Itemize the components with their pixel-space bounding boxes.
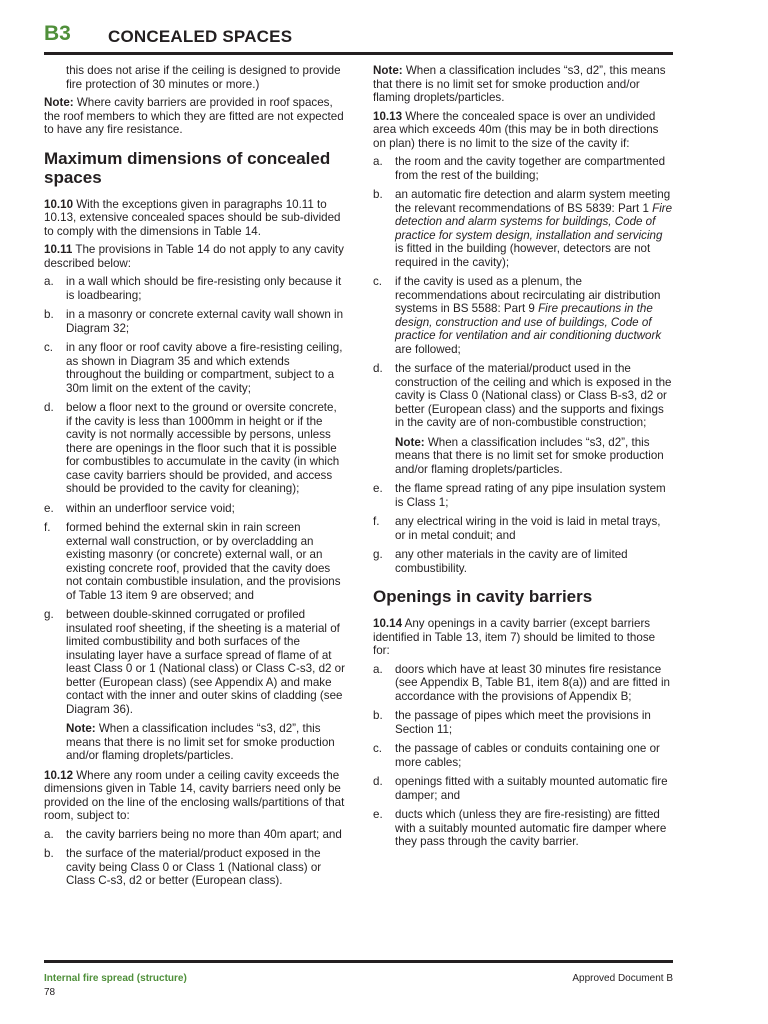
list-text: below a floor next to the ground or oversite concrete, if the cavity is less than 1000mm in height or if the cavity is not normally accessible by persons, unless there are openings in the floor such that it is possible for combustibles to accumulate in the cavity (in which case cavity barriers should be provided, and access should be provided to the cavity for cleaning); (66, 401, 340, 495)
list-text: are followed; (395, 342, 461, 356)
list-item (373, 515, 673, 542)
list-label: d. (373, 362, 383, 375)
note-text: Where cavity barriers are provided in roof spaces, the roof members to which they are fitted are not expected to have any fire resistance. (44, 96, 344, 136)
list-text: the surface of the material/product used in the construction of the ceiling and which is exposed in the cavity is Class 0 (National class) or Class B-s3, d2 or better (European class) and the supports and fixings in the cavity are of non-combustible construction; (395, 362, 672, 429)
list-item (44, 308, 345, 335)
list-text: in a wall which should be fire-resisting only because it is loadbearing; (66, 275, 342, 302)
list-label: f. (373, 515, 380, 528)
list-label: b. (44, 847, 54, 860)
paragraph-number: 10.11 (44, 243, 73, 256)
list-text: the cavity barriers being no more than 40m apart; and (66, 827, 342, 841)
list-item (373, 709, 673, 736)
section-heading: Maximum dimensions of concealed spaces (44, 148, 331, 187)
paragraph-10-13 (373, 110, 673, 151)
list-item (373, 188, 673, 269)
list-label: d. (373, 775, 383, 788)
list-label: a. (373, 662, 383, 676)
list-label: g. (44, 608, 54, 621)
list-label: b. (373, 709, 383, 722)
footer-divider (44, 960, 673, 963)
paragraph-number: 10.10 (44, 197, 74, 211)
paragraph-10-11 (44, 243, 345, 270)
list-text: between double-skinned corrugated or profiled insulated roof sheeting, if the sheeting is a material of limited combustibility and both surfaces of the insulating layer have a surface spread of flame of at least Class 0 or 1 (National class) or Class C-s3, d2 or better (European class) (see Appendix A) and make contact with the inner and outer skins of cladding (see Diagram 36). (66, 608, 345, 716)
paragraph-number: 10.14 (373, 617, 403, 630)
left-column (44, 64, 345, 894)
list-item (373, 742, 673, 769)
list-text: the flame spread rating of any pipe insulation system is Class 1; (395, 482, 666, 509)
note-text: When a classification includes “s3, d2”, this means that there is no limit set for smoke production and/or flaming droplets/particles. (395, 435, 664, 476)
list-item (373, 808, 673, 849)
list-text: an automatic fire detection and alarm system meeting the relevant recommendations of BS 5839: Part 1 (395, 188, 671, 215)
list-text: ducts which (unless they are fire-resisting) are fitted with a suitably mounted automatic fire damper where they pass through the cavity barrier. (395, 808, 667, 848)
paragraph-text: Any openings in a cavity barrier (except barriers identified in Table 13, item 7) should be limited to those for: (373, 617, 656, 657)
list-label: c. (373, 275, 383, 288)
paragraph-10-14 (373, 617, 673, 658)
list-label: d. (44, 401, 54, 414)
list-item (373, 275, 673, 356)
note-paragraph (373, 64, 673, 105)
list-item (373, 663, 673, 704)
list-item (373, 362, 673, 430)
list-item (44, 828, 345, 842)
list-item (44, 608, 345, 716)
section-heading: Openings in cavity barriers (373, 587, 593, 606)
paragraph-10-12 (44, 769, 345, 823)
list-label: e. (373, 808, 383, 821)
note-label: Note: (395, 435, 425, 449)
list-item (44, 847, 345, 888)
standard-title: Fire detection and alarm systems for buildings, Code of practice for system design, installation and servicing (395, 201, 673, 242)
list-text: the passage of pipes which meet the provisions in Section 11; (395, 709, 651, 736)
section-title: CONCEALED SPACES (108, 27, 293, 46)
note-label: Note: (373, 64, 403, 77)
list-item (373, 548, 673, 575)
list-text: any other materials in the cavity are of limited combustibility. (395, 548, 628, 575)
paragraph-text: With the exceptions given in paragraphs 10.11 to 10.13, extensive concealed spaces should be sub-divided to comply with the dimensions in Table 14. (44, 197, 341, 238)
list-text: the room and the cavity together are compartmented from the rest of the building; (395, 155, 666, 182)
list-label: b. (373, 188, 383, 201)
list-label: e. (44, 501, 54, 515)
list-text: if the cavity is used as a plenum, the recommendations about recirculating air distribution systems in BS 5588: Part 9 (395, 275, 661, 315)
list-item (44, 341, 345, 395)
list-text: doors which have at least 30 minutes fire resistance (see Appendix B, Table B1, item 8(a)) and are fitted in accordance with the provisions of Appendix B; (395, 662, 670, 703)
paragraph-text: Where the concealed space is over an undivided area which exceeds 40m (this may be in both directions on plan) there is no limit to the size of the cavity if: (373, 109, 659, 150)
note-text: When a classification includes “s3, d2”, this means that there is no limit set for smoke production and/or flaming droplets/particles. (66, 722, 335, 762)
list-label: a. (373, 155, 383, 168)
list-label: a. (44, 275, 54, 288)
list-label: g. (373, 548, 383, 561)
list-text: the surface of the material/product exposed in the cavity being Class 0 or Class 1 (National class) or Class C-s3, d2 or better (European class). (66, 847, 322, 887)
list-label: b. (44, 308, 54, 321)
right-column (373, 64, 673, 855)
list-text: in any floor or roof cavity above a fire-resisting ceiling, as shown in Diagram 35 and which extends throughout the building or compartment, subject to a 30m limit on the extent of the cavity; (66, 341, 343, 395)
list-text: formed behind the external skin in rain screen external wall construction, or by overcladding an existing masonry (or concrete) external wall, or an existing concrete roof, provided that the cavity does not contain combustible insulation, and the provisions of Table 13 item 9 are observed; and (66, 521, 341, 602)
footer-section-title: Internal fire spread (structure) (44, 973, 187, 984)
paragraph-number: 10.13 (373, 109, 403, 123)
list-item (44, 275, 345, 302)
page-header (44, 22, 673, 55)
paragraph-10-10 (44, 198, 345, 239)
list-label: c. (373, 742, 383, 755)
note-label: Note: (44, 96, 74, 109)
list-text: the passage of cables or conduits containing one or more cables; (395, 742, 660, 769)
list-label: c. (44, 341, 54, 354)
footer-document-title: Approved Document B (572, 973, 673, 984)
list-label: f. (44, 521, 51, 534)
list-item (373, 775, 673, 802)
paragraph-number: 10.12 (44, 768, 74, 782)
list-item (373, 155, 673, 182)
list-text: within an underfloor service void; (66, 501, 235, 515)
section-code: B3 (44, 22, 71, 45)
list-text: openings fitted with a suitably mounted automatic fire damper; and (395, 775, 668, 802)
list-label: e. (373, 482, 383, 495)
list-item (44, 521, 345, 602)
paragraph-text: Where any room under a ceiling cavity exceeds the dimensions given in Table 14, cavity barriers need only be provided on the line of the enclosing walls/partitions of that room, subject to: (44, 768, 345, 822)
note-paragraph (395, 436, 673, 477)
page-number: 78 (44, 987, 56, 998)
list-item (44, 401, 345, 496)
list-text: in a masonry or concrete external cavity wall shown in Diagram 32; (66, 308, 344, 335)
list-item (373, 482, 673, 509)
list-item (44, 502, 345, 516)
note-label: Note: (66, 722, 96, 735)
continued-text: this does not arise if the ceiling is designed to provide fire protection of 30 minutes or more.) (66, 64, 341, 91)
list-text: any electrical wiring in the void is laid in metal trays, or in metal conduit; and (395, 515, 661, 542)
standard-title: Fire precautions in the design, construction and use of buildings, Code of practice for ventilation and air conditioning ductwork (395, 302, 662, 342)
note-paragraph (44, 96, 345, 137)
paragraph-text: The provisions in Table 14 do not apply to any cavity described below: (44, 243, 344, 270)
note-paragraph (66, 722, 345, 763)
list-text: is fitted in the building (however, detectors are not required in the cavity); (395, 242, 651, 269)
list-label: a. (44, 827, 54, 841)
note-text: When a classification includes “s3, d2”, this means that there is no limit set for smoke production and/or flaming droplets/particles. (373, 64, 666, 104)
